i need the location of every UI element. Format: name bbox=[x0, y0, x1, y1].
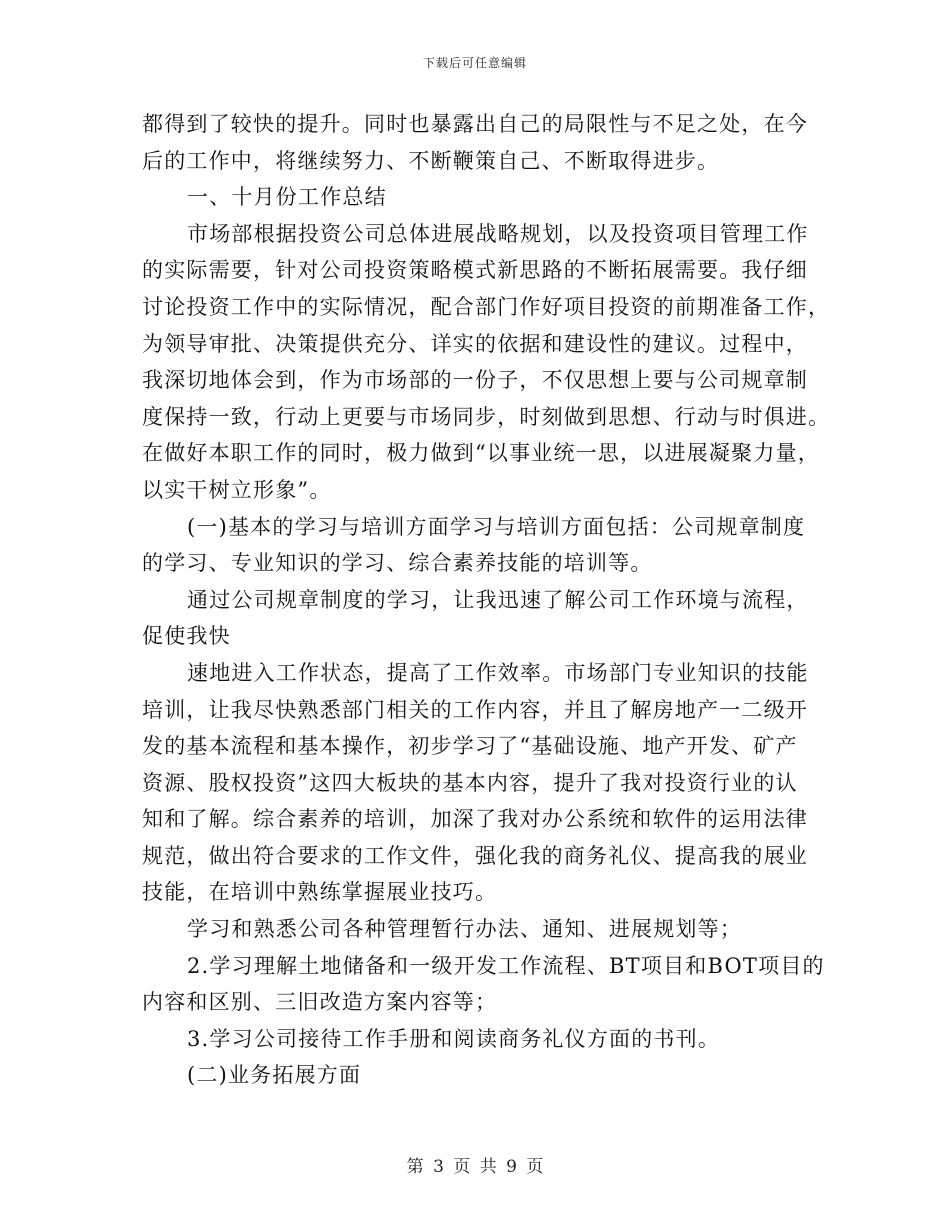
text-line: 度保持一致，行动上更要与市场同步，时刻做到思想、行动与时俱进。 bbox=[142, 404, 831, 429]
text-line: 内容和区别、三旧改造方案内容等； bbox=[142, 990, 498, 1015]
text-line: 培训，让我尽快熟悉部门相关的工作内容，并且了解房地产一二级开 bbox=[142, 697, 808, 722]
list-item: 学习和熟悉公司各种管理暂行办法、通知、进展规划等； bbox=[187, 917, 742, 942]
text-line: 讨论投资工作中的实际情况，配合部门作好项目投资的前期准备工作， bbox=[142, 294, 831, 319]
text-line: 以实干树立形象”。 bbox=[142, 477, 332, 502]
text-line: 都得到了较快的提升。同时也暴露出自己的局限性与不足之处，在今 bbox=[142, 112, 808, 136]
document-body bbox=[142, 106, 831, 1094]
text-line: 资源、股权投资”这四大板块的基本内容，提升了我对投资行业的认 bbox=[142, 770, 798, 795]
text-line: 促使我快 bbox=[142, 624, 231, 649]
text-line: 通过公司规章制度的学习，让我迅速了解公司工作环境与流程， bbox=[187, 587, 809, 612]
text-line: 后的工作中，将继续努力、不断鞭策自己、不断取得进步。 bbox=[142, 148, 720, 173]
text-line: 速地进入工作状态，提高了工作效率。市场部门专业知识的技能 bbox=[187, 660, 809, 685]
text-line: 为领导审批、决策提供充分、详实的依据和建设性的建议。过程中， bbox=[142, 331, 808, 356]
text-line: 在做好本职工作的同时，极力做到“以事业统一思，以进展凝聚力量， bbox=[142, 441, 820, 466]
page-number-footer: 第 3 页 共 9 页 bbox=[406, 1157, 544, 1177]
text-line: 发的基本流程和基本操作，初步学习了“基础设施、地产开发、矿产 bbox=[142, 734, 798, 759]
subsection-heading: (二)业务拓展方面 bbox=[187, 1063, 362, 1088]
text-line: 规范，做出符合要求的工作文件，强化我的商务礼仪、提高我的展业 bbox=[142, 843, 808, 868]
section-heading: 一、十月份工作总结 bbox=[187, 185, 387, 210]
text-line: 的学习、专业知识的学习、综合素养技能的培训等。 bbox=[142, 551, 653, 576]
text-line: 知和了解。综合素养的培训，加深了我对办公系统和软件的运用法律 bbox=[142, 807, 808, 832]
subsection-heading: (一)基本的学习与培训方面学习与培训方面包括：公司规章制度 bbox=[187, 514, 806, 539]
text-line: 市场部根据投资公司总体进展战略规划，以及投资项目管理工作 bbox=[187, 221, 809, 246]
list-item: 2.学习理解土地储备和一级开发工作流程、BT项目和BOT项目的 bbox=[187, 953, 825, 978]
list-item: 3.学习公司接待工作手册和阅读商务礼仪方面的书刊。 bbox=[187, 1026, 721, 1051]
text-line: 我深切地体会到，作为市场部的一份子，不仅思想上要与公司规章制 bbox=[142, 368, 808, 393]
text-line: 技能，在培训中熟练掌握展业技巧。 bbox=[142, 880, 498, 905]
text-line: 的实际需要，针对公司投资策略模式新思路的不断拓展需要。我仔细 bbox=[142, 258, 808, 283]
page-header: 下载后可任意编辑 bbox=[422, 56, 527, 70]
